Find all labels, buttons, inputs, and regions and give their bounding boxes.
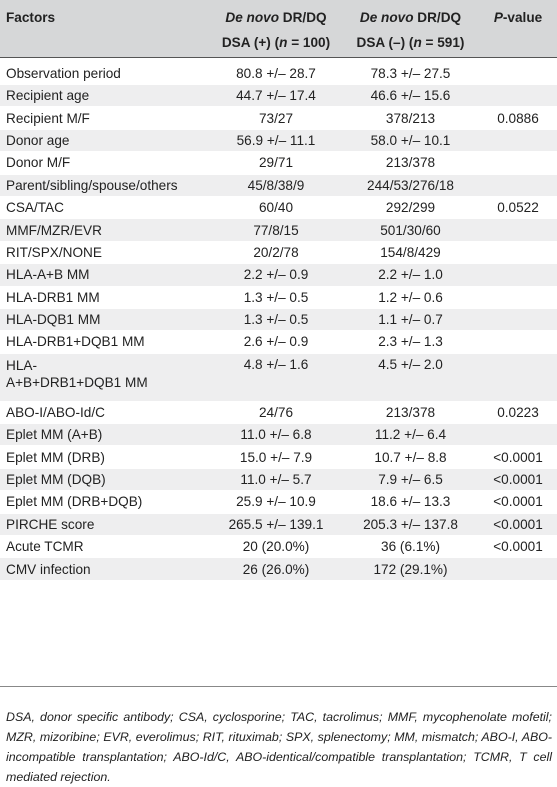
dsa-negative-cell: 213/378: [342, 152, 479, 174]
dsa-positive-cell: 1.3 +/– 0.5: [210, 308, 342, 330]
factor-cell: Eplet MM (DRB): [0, 446, 210, 468]
factor-cell: ABO-I/ABO-Id/C: [0, 401, 210, 423]
table-row: [0, 536, 557, 558]
table-row: [0, 219, 557, 241]
dsa-positive-cell: 80.8 +/– 28.7: [210, 58, 342, 85]
dsa-negative-cell: 378/213: [342, 107, 479, 129]
table-row: [0, 491, 557, 513]
factor-cell: Eplet MM (DRB+DQB): [0, 491, 210, 513]
dsa-positive-cell: 15.0 +/– 7.9: [210, 446, 342, 468]
table-row: [0, 424, 557, 446]
pvalue-cell: [479, 174, 557, 196]
dsa-negative-cell: 36 (6.1%): [342, 536, 479, 558]
table-row: [0, 58, 557, 85]
factor-cell: HLA-A+B MM: [0, 264, 210, 286]
table-row: [0, 129, 557, 151]
factor-cell: Acute TCMR: [0, 536, 210, 558]
pvalue-cell: [479, 85, 557, 107]
dsa-negative-cell: 46.6 +/– 15.6: [342, 85, 479, 107]
dsa-positive-cell: 77/8/15: [210, 219, 342, 241]
pvalue-cell: [479, 331, 557, 353]
dsa-negative-cell: 172 (29.1%): [342, 558, 479, 580]
table-row: [0, 353, 557, 401]
table-row: [0, 308, 557, 330]
table-row: [0, 241, 557, 263]
pvalue-cell: [479, 58, 557, 85]
header-pvalue: [479, 0, 557, 58]
pvalue-cell: [479, 308, 557, 330]
pvalue-cell: [479, 558, 557, 580]
table-row: [0, 446, 557, 468]
factor-cell: CSA/TAC: [0, 196, 210, 218]
table-row: [0, 513, 557, 535]
pvalue-cell: <0.0001: [479, 536, 557, 558]
pvalue-cell: 0.0886: [479, 107, 557, 129]
dsa-positive-cell: 29/71: [210, 152, 342, 174]
factor-cell: Recipient age: [0, 85, 210, 107]
header-dsa-negative-n: n: [413, 35, 422, 50]
header-dsa-positive: [210, 0, 342, 58]
header-dsa-positive-em: De novo: [225, 10, 280, 25]
factor-cell: HLA-DQB1 MM: [0, 308, 210, 330]
dsa-negative-cell: 4.5 +/– 2.0: [342, 353, 479, 401]
dsa-negative-cell: 7.9 +/– 6.5: [342, 468, 479, 490]
factor-cell: CMV infection: [0, 558, 210, 580]
pvalue-cell: [479, 353, 557, 401]
factor-cell: PIRCHE score: [0, 513, 210, 535]
header-factors: Factors: [0, 0, 210, 58]
table-row: [0, 174, 557, 196]
dsa-positive-cell: 11.0 +/– 5.7: [210, 468, 342, 490]
dsa-negative-cell: 154/8/429: [342, 241, 479, 263]
table-row: [0, 152, 557, 174]
pvalue-cell: [479, 241, 557, 263]
dsa-positive-cell: 60/40: [210, 196, 342, 218]
table-row: [0, 107, 557, 129]
dsa-negative-cell: 58.0 +/– 10.1: [342, 129, 479, 151]
dsa-positive-cell: 45/8/38/9: [210, 174, 342, 196]
dsa-negative-cell: 244/53/276/18: [342, 174, 479, 196]
pvalue-cell: <0.0001: [479, 513, 557, 535]
dsa-positive-cell: 24/76: [210, 401, 342, 423]
table-bottom-rule: [0, 686, 557, 687]
pvalue-cell: <0.0001: [479, 468, 557, 490]
header-dsa-negative-em: De novo: [359, 10, 414, 25]
header-dsa-negative-post: = 591): [421, 35, 465, 50]
dsa-positive-cell: 2.6 +/– 0.9: [210, 331, 342, 353]
factor-cell: Donor age: [0, 129, 210, 151]
header-dsa-positive-n: n: [279, 35, 288, 50]
dsa-positive-cell: 4.8 +/– 1.6: [210, 353, 342, 401]
dsa-negative-cell: 292/299: [342, 196, 479, 218]
table-row: [0, 468, 557, 490]
pvalue-cell: [479, 264, 557, 286]
pvalue-cell: [479, 219, 557, 241]
factor-cell: Eplet MM (A+B): [0, 424, 210, 446]
factor-cell: HLA-DRB1 MM: [0, 286, 210, 308]
pvalue-cell: [479, 286, 557, 308]
dsa-positive-cell: 26 (26.0%): [210, 558, 342, 580]
dsa-positive-cell: 73/27: [210, 107, 342, 129]
header-dsa-negative-rest: DR/DQ: [413, 10, 462, 25]
dsa-positive-cell: 20/2/78: [210, 241, 342, 263]
dsa-negative-cell: 11.2 +/– 6.4: [342, 424, 479, 446]
factor-cell: Donor M/F: [0, 152, 210, 174]
factor-cell: MMF/MZR/EVR: [0, 219, 210, 241]
table-row: [0, 401, 557, 423]
dsa-positive-cell: 56.9 +/– 11.1: [210, 129, 342, 151]
dsa-positive-cell: 2.2 +/– 0.9: [210, 264, 342, 286]
header-dsa-positive-pre: DSA (+) (: [221, 35, 280, 50]
table-row: [0, 558, 557, 580]
pvalue-cell: <0.0001: [479, 491, 557, 513]
header-row: [0, 0, 557, 58]
header-dsa-negative: [342, 0, 479, 58]
pvalue-cell: [479, 129, 557, 151]
dsa-positive-cell: 20 (20.0%): [210, 536, 342, 558]
dsa-negative-cell: 1.2 +/– 0.6: [342, 286, 479, 308]
table-footnote: DSA, donor specific antibody; CSA, cyclosporine; TAC, tacrolimus; MMF, mycophenolate mofetil; MZR, mizoribine; EVR, everolimus; RIT, rituximab; SPX, splenectomy; MM, mismatch; ABO-I, ABO-incompatible transplantation; ABO-Id/C, ABO-identical/compatible transplantation; TCMR, T cell mediated rejection.: [6, 710, 552, 785]
factor-cell: Observation period: [0, 58, 210, 85]
table-row: [0, 331, 557, 353]
factor-cell: Eplet MM (DQB): [0, 468, 210, 490]
header-dsa-negative-pre: DSA (–) (: [356, 35, 414, 50]
header-dsa-positive-rest: DR/DQ: [279, 10, 327, 25]
pvalue-cell: [479, 424, 557, 446]
factor-cell: HLA- A+B+DRB1+DQB1 MM: [0, 353, 210, 401]
dsa-negative-cell: 2.2 +/– 1.0: [342, 264, 479, 286]
dsa-positive-cell: 265.5 +/– 139.1: [210, 513, 342, 535]
dsa-negative-cell: 1.1 +/– 0.7: [342, 308, 479, 330]
header-pvalue-em: P: [493, 10, 503, 25]
pvalue-cell: [479, 152, 557, 174]
dsa-positive-cell: 44.7 +/– 17.4: [210, 85, 342, 107]
pvalue-cell: <0.0001: [479, 446, 557, 468]
dsa-positive-cell: 11.0 +/– 6.8: [210, 424, 342, 446]
factor-cell: Recipient M/F: [0, 107, 210, 129]
dsa-negative-cell: 10.7 +/– 8.8: [342, 446, 479, 468]
dsa-negative-cell: 501/30/60: [342, 219, 479, 241]
factor-cell: HLA-DRB1+DQB1 MM: [0, 331, 210, 353]
header-pvalue-rest: -value: [502, 10, 543, 25]
pvalue-cell: 0.0223: [479, 401, 557, 423]
table-body: [0, 58, 557, 581]
dsa-positive-cell: 1.3 +/– 0.5: [210, 286, 342, 308]
dsa-positive-cell: 25.9 +/– 10.9: [210, 491, 342, 513]
header-dsa-positive-post: = 100): [287, 35, 331, 50]
dsa-negative-cell: 18.6 +/– 13.3: [342, 491, 479, 513]
dsa-negative-cell: 78.3 +/– 27.5: [342, 58, 479, 85]
table-header: [0, 0, 557, 58]
table-row: [0, 286, 557, 308]
factor-cell: Parent/sibling/spouse/others: [0, 174, 210, 196]
dsa-negative-cell: 2.3 +/– 1.3: [342, 331, 479, 353]
dsa-negative-cell: 205.3 +/– 137.8: [342, 513, 479, 535]
pvalue-cell: 0.0522: [479, 196, 557, 218]
factor-cell: RIT/SPX/NONE: [0, 241, 210, 263]
dsa-negative-cell: 213/378: [342, 401, 479, 423]
table-row: [0, 264, 557, 286]
table-row: [0, 196, 557, 218]
table-row: [0, 85, 557, 107]
